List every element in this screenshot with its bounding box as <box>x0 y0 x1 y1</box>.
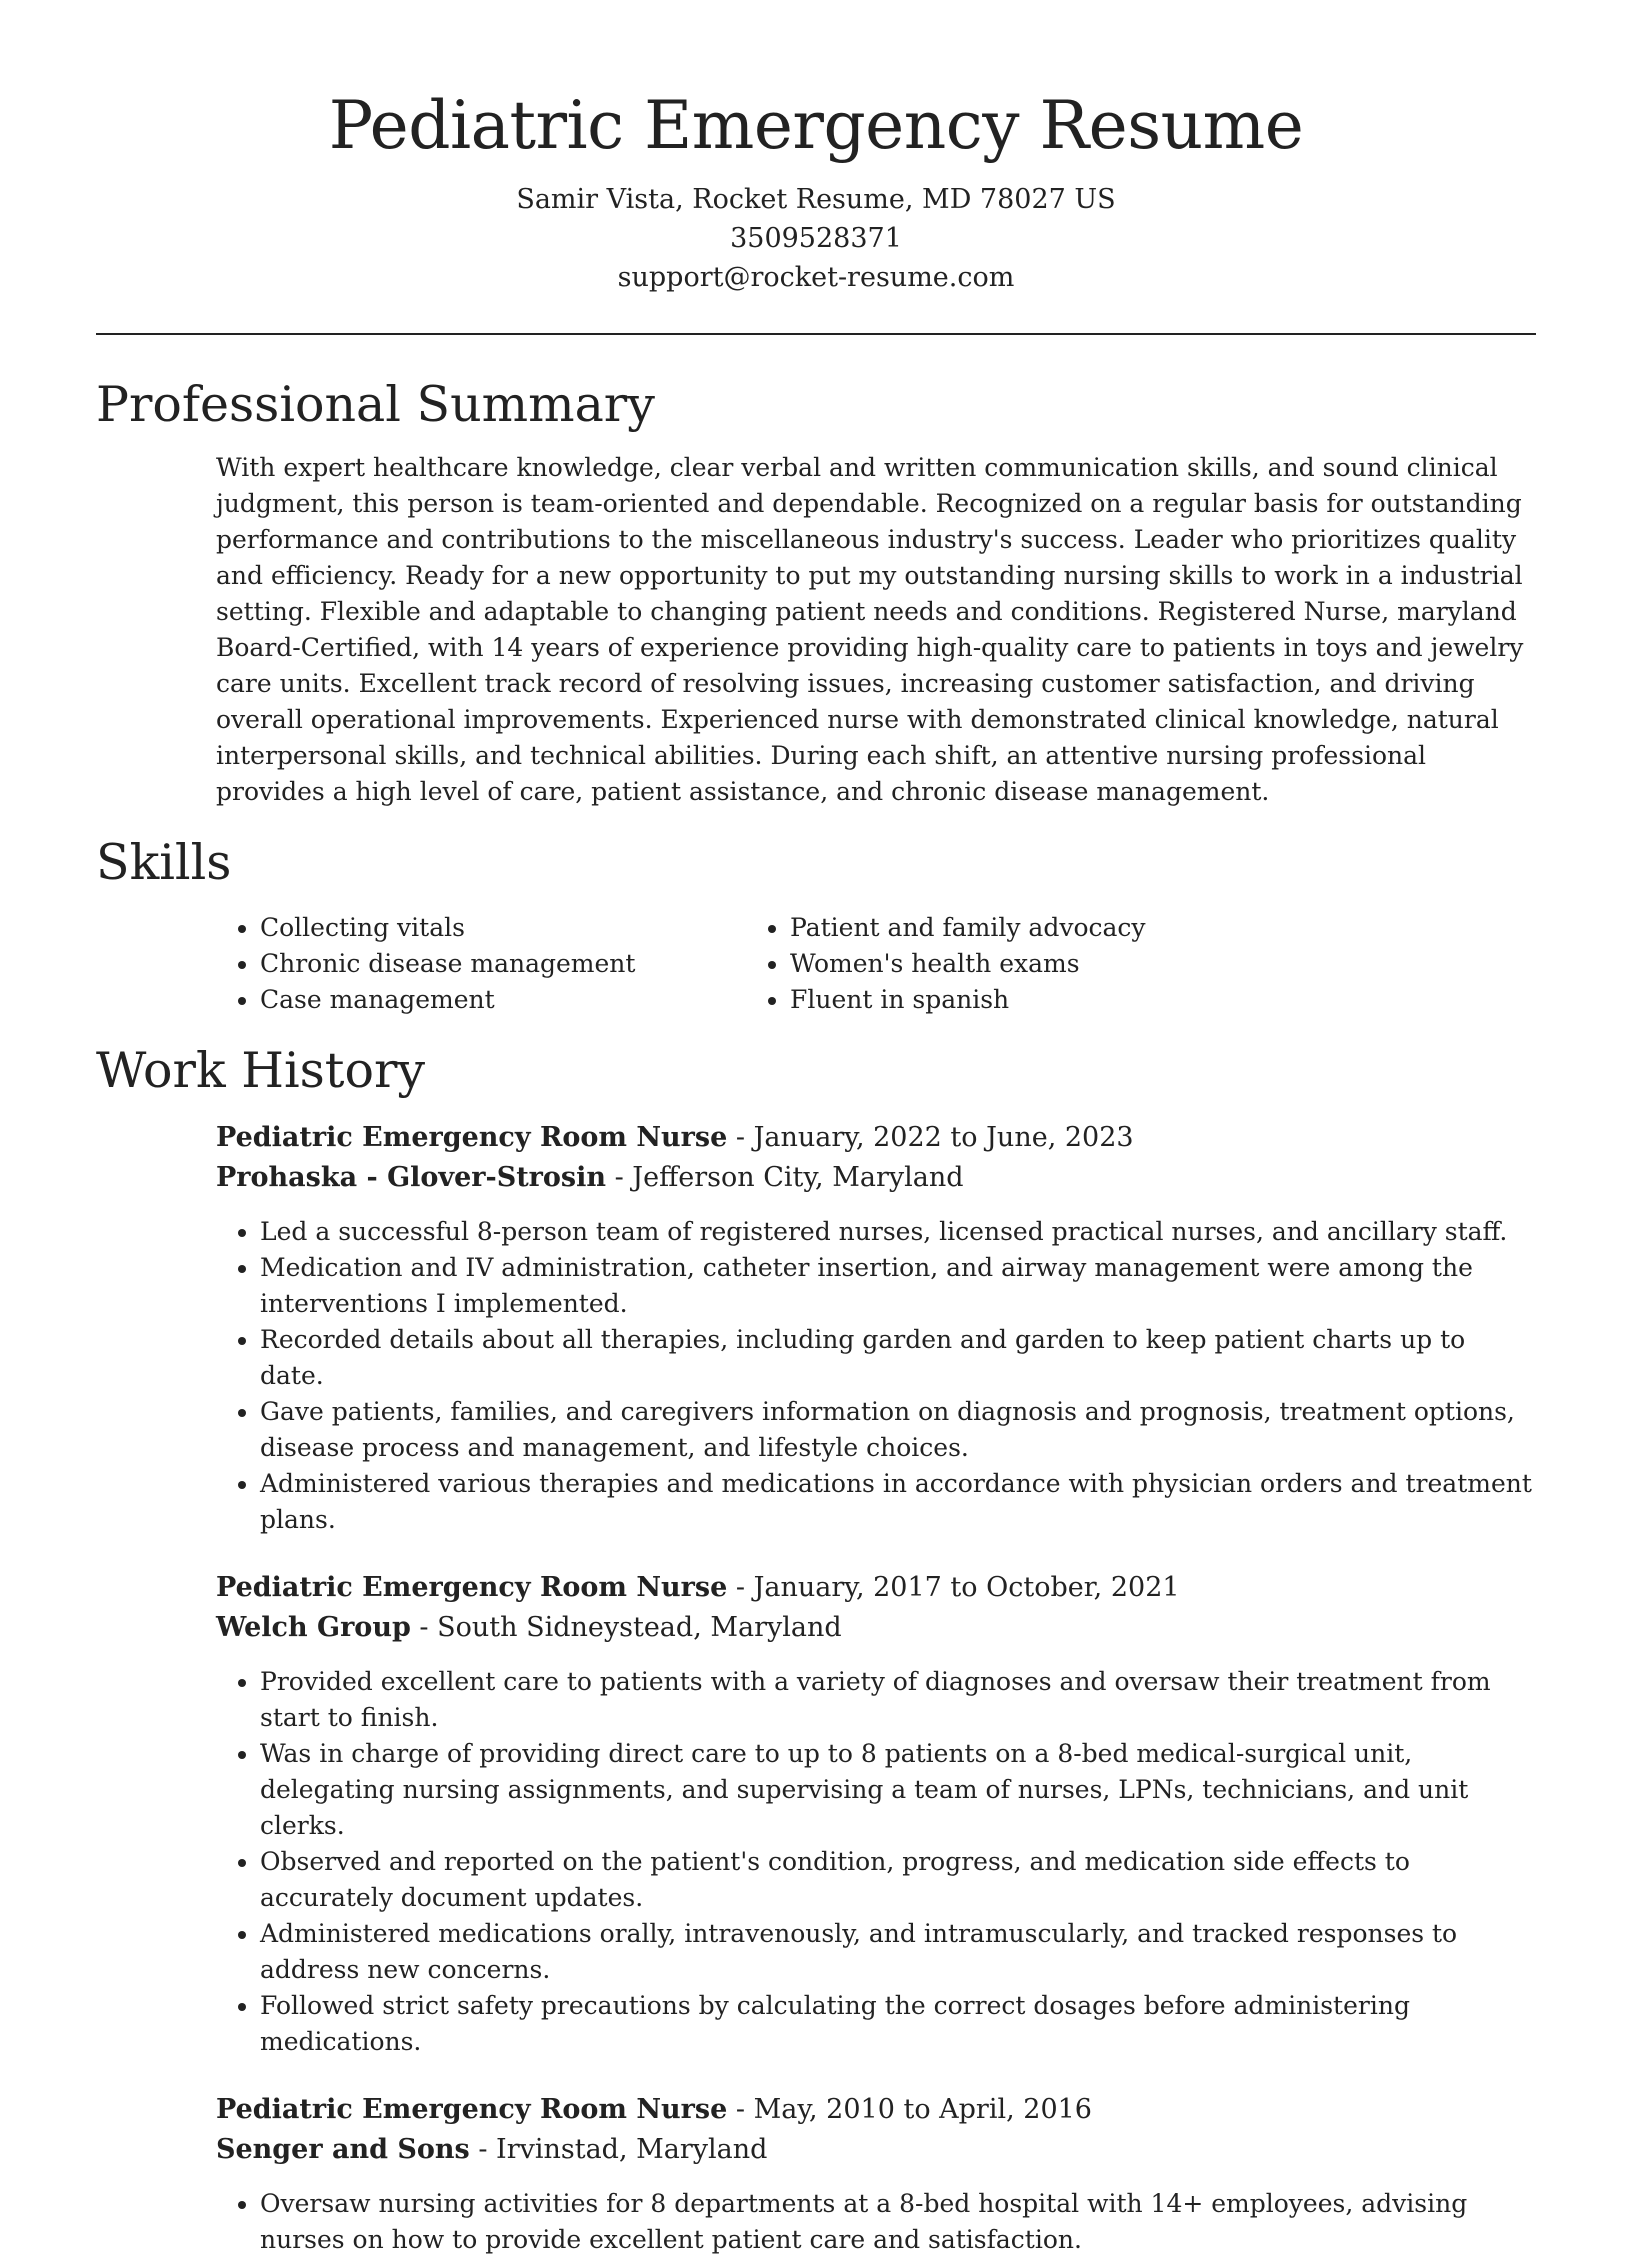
resume-title: Pediatric Emergency Resume <box>328 87 1304 164</box>
job-company-line: Welch Group - South Sidneystead, Maryland <box>216 1612 842 1643</box>
work-history-heading: Work History <box>96 1042 426 1099</box>
job-title: Pediatric Emergency Room Nurse <box>216 1572 728 1603</box>
job-location: Irvinstad, Maryland <box>496 2134 768 2165</box>
skill-item: • Case management <box>260 982 746 1018</box>
job-title-line: Pediatric Emergency Room Nurse - January, 2017 to October, 2021 <box>216 1572 1180 1603</box>
job-bullet: • Administered medications orally, intravenously, and intramuscularly, and tracked responses to address new concerns. <box>260 1916 1536 1988</box>
header-divider <box>96 333 1536 335</box>
skills-column-left <box>96 910 746 1018</box>
skills-section <box>96 830 1536 1018</box>
job-bullet: • Observed and reported on the patient's condition, progress, and medication side effects to accurately document updates. <box>260 1844 1536 1916</box>
job-entry <box>216 2090 1536 2258</box>
skills-grid <box>96 910 1536 1018</box>
skill-item: • Collecting vitals <box>260 910 746 946</box>
job-bullet: • Followed strict safety precautions by calculating the correct dosages before administering medications. <box>260 1988 1536 2060</box>
job-company: Welch Group <box>216 1612 411 1643</box>
contact-email: support@rocket-resume.com <box>617 262 1015 293</box>
job-bullet: • Provided excellent care to patients with a variety of diagnoses and oversaw their treatment from start to finish. <box>260 1664 1536 1736</box>
job-company-line: Prohaska - Glover-Strosin - Jefferson City, Maryland <box>216 1162 964 1193</box>
contact-phone: 3509528371 <box>730 223 902 254</box>
job-title: Pediatric Emergency Room Nurse <box>216 2094 728 2125</box>
summary-heading: Professional Summary <box>96 376 655 433</box>
skills-heading: Skills <box>96 834 232 891</box>
work-history-section <box>96 1038 1536 2258</box>
job-bullet: • Oversaw nursing activities for 8 departments at a 8-bed hospital with 14+ employees, advising nurses on how to provide excellent patient care and satisfaction. <box>260 2186 1536 2258</box>
job-bullet: • Was in charge of providing direct care to up to 8 patients on a 8-bed medical-surgical unit, delegating nursing assignments, and supervising a team of nurses, LPNs, technicians, and unit clerks. <box>260 1736 1536 1844</box>
job-location: South Sidneystead, Maryland <box>437 1612 842 1643</box>
skill-item: • Fluent in spanish <box>790 982 1396 1018</box>
job-company: Senger and Sons <box>216 2134 470 2165</box>
job-bullets <box>216 1214 1536 1538</box>
skill-item: • Patient and family advocacy <box>790 910 1396 946</box>
job-bullet: • Recorded details about all therapies, including garden and garden to keep patient charts up to date. <box>260 1322 1536 1394</box>
summary-section <box>96 372 1536 810</box>
job-bullets <box>216 2186 1536 2258</box>
job-entry <box>216 1568 1536 2060</box>
job-dates: January, 2017 to October, 2021 <box>753 1572 1180 1603</box>
contact-address: Samir Vista, Rocket Resume, MD 78027 US <box>516 184 1116 215</box>
resume-header <box>96 0 1536 297</box>
job-bullets <box>216 1664 1536 2060</box>
resume-page <box>96 0 1536 2258</box>
job-dates: May, 2010 to April, 2016 <box>753 2094 1092 2125</box>
skills-column-right <box>746 910 1396 1018</box>
job-bullet: • Administered various therapies and medications in accordance with physician orders and treatment plans. <box>260 1466 1536 1538</box>
job-entry <box>216 1118 1536 1538</box>
job-company: Prohaska - Glover-Strosin <box>216 1162 606 1193</box>
summary-text: With expert healthcare knowledge, clear verbal and written communication skills, and sound clinical judgment, this person is team-oriented and dependable. Recognized on a regular basis for outstanding performance and contributions to the miscellaneous industry's success. Leader who prioritizes quality and efficiency. Ready for a new opportunity to put my outstanding nursing skills to work in a industrial setting. Flexible and adaptable to changing patient needs and conditions. Registered Nurse, maryland Board-Certified, with 14 years of experience providing high-quality care to patients in toys and jewelry care units. Excellent track record of resolving issues, increasing customer satisfaction, and driving overall operational improvements. Experienced nurse with demonstrated clinical knowledge, natural interpersonal skills, and technical abilities. During each shift, an attentive nursing professional provides a high level of care, patient assistance, and chronic disease management. <box>216 453 1524 806</box>
job-title: Pediatric Emergency Room Nurse <box>216 1122 728 1153</box>
job-bullet: • Gave patients, families, and caregivers information on diagnosis and prognosis, treatment options, disease process and management, and lifestyle choices. <box>260 1394 1536 1466</box>
job-bullet: • Medication and IV administration, catheter insertion, and airway management were among the interventions I implemented. <box>260 1250 1536 1322</box>
job-dates: January, 2022 to June, 2023 <box>753 1122 1134 1153</box>
skill-item: • Chronic disease management <box>260 946 746 982</box>
job-bullet: • Led a successful 8-person team of registered nurses, licensed practical nurses, and ancillary staff. <box>260 1214 1536 1250</box>
job-location: Jefferson City, Maryland <box>632 1162 964 1193</box>
job-title-line: Pediatric Emergency Room Nurse - May, 2010 to April, 2016 <box>216 2094 1092 2125</box>
job-title-line: Pediatric Emergency Room Nurse - January, 2022 to June, 2023 <box>216 1122 1134 1153</box>
skill-item: • Women's health exams <box>790 946 1396 982</box>
job-company-line: Senger and Sons - Irvinstad, Maryland <box>216 2134 768 2165</box>
